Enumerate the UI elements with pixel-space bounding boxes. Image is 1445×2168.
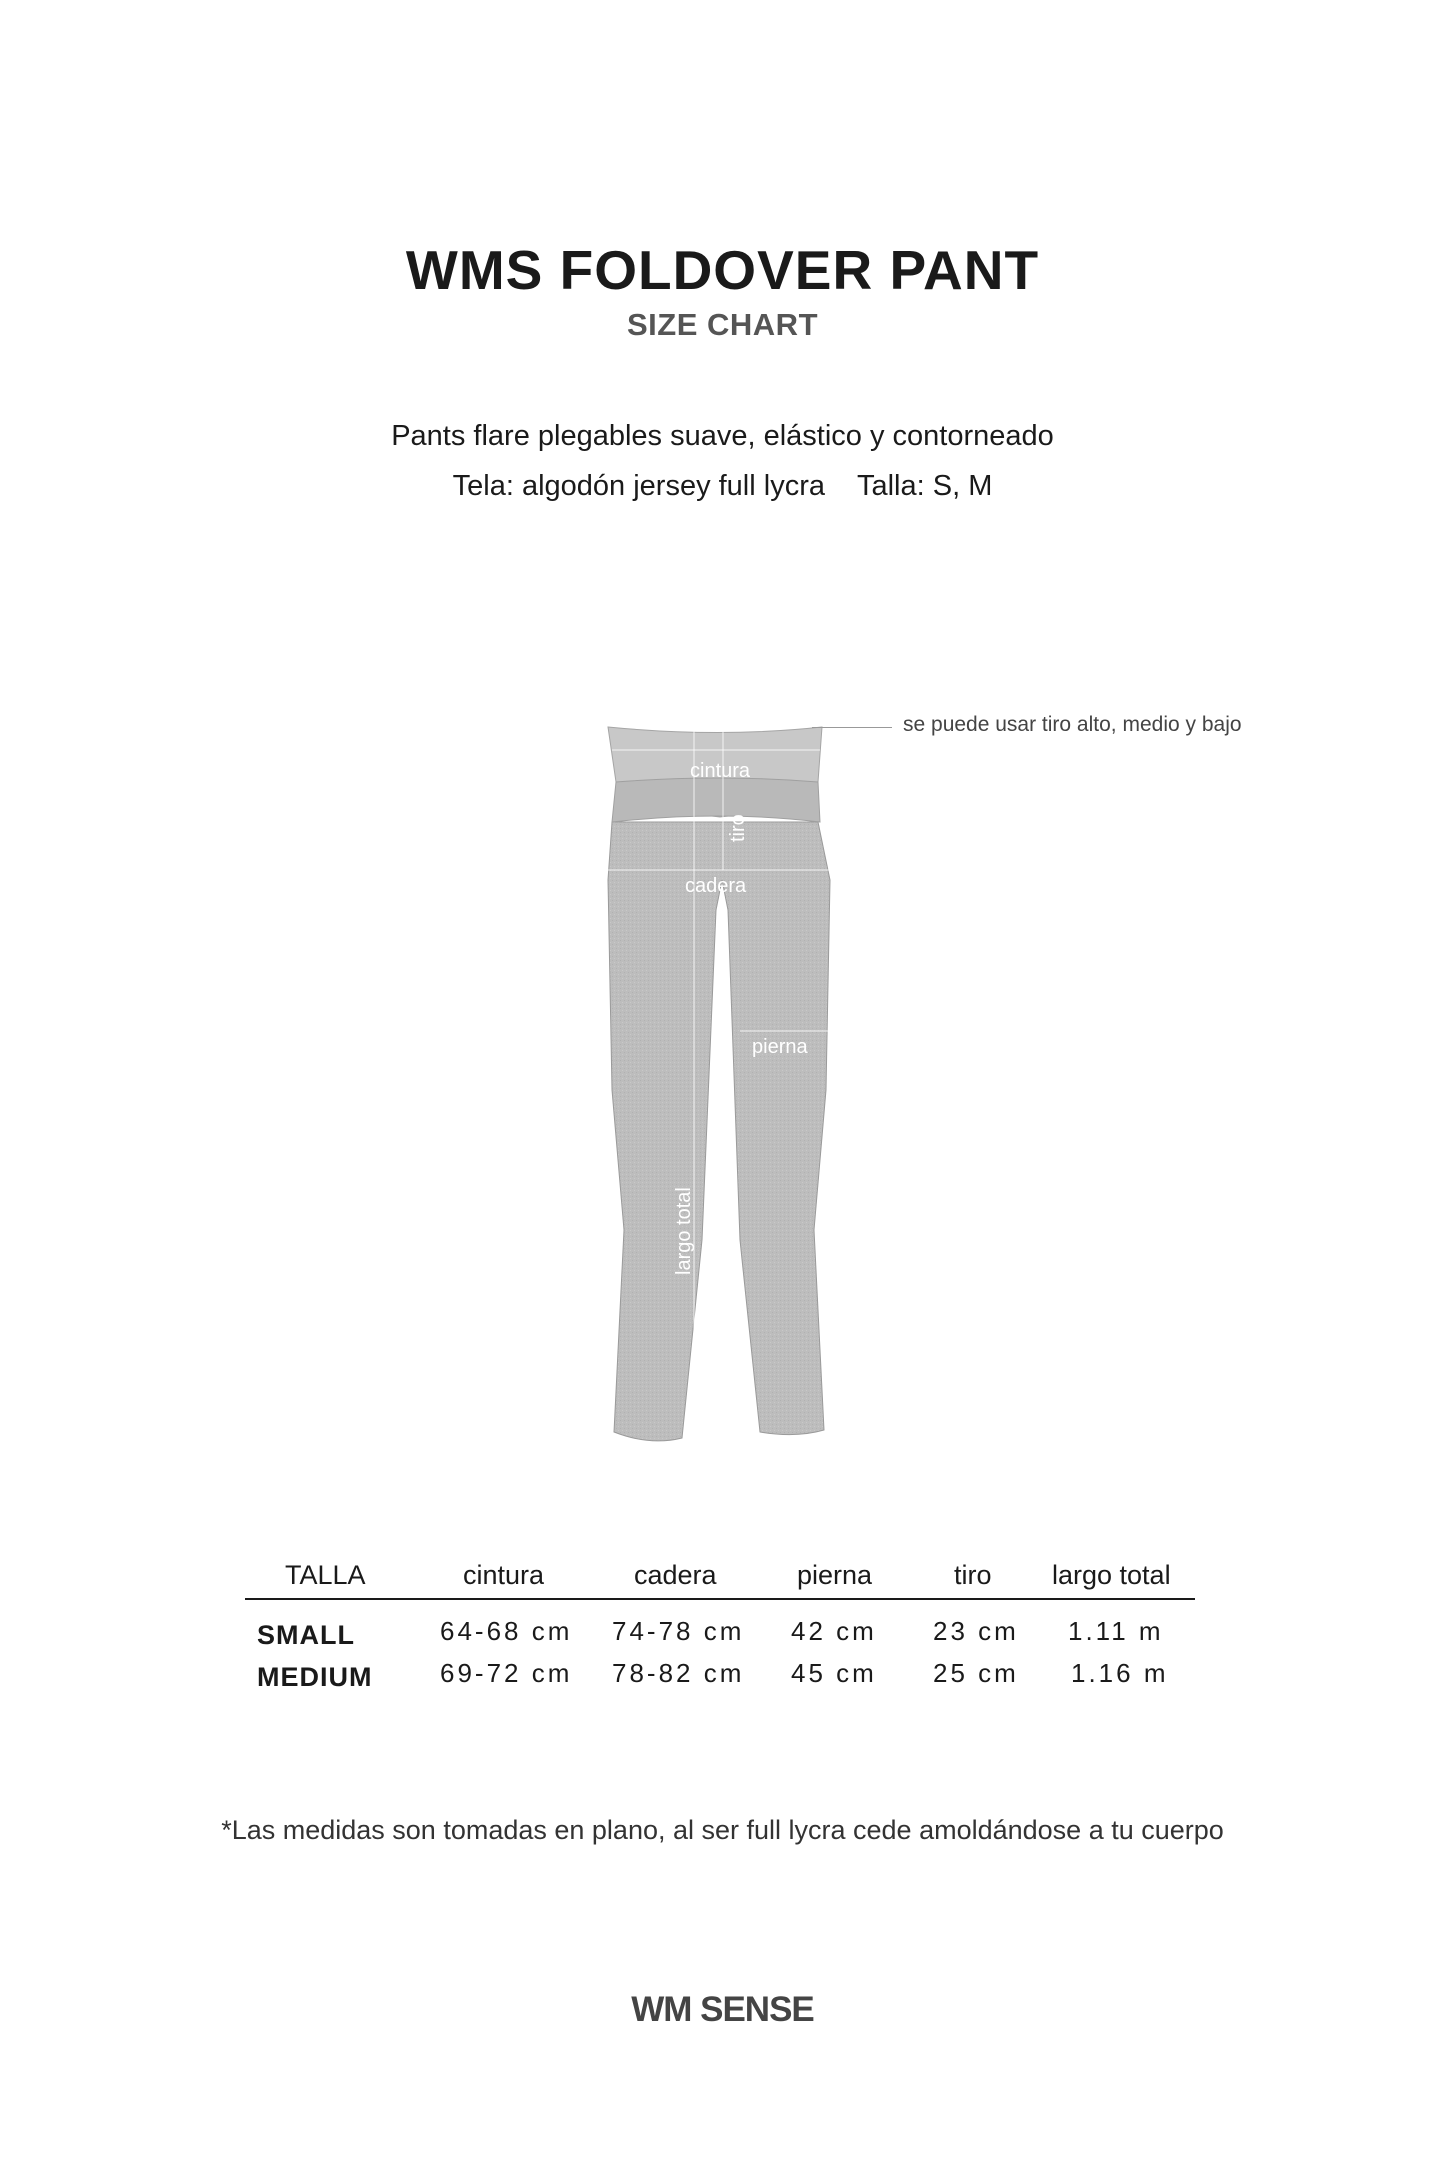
medium-cadera: 78-82 cm bbox=[612, 1658, 745, 1688]
header-pierna: pierna bbox=[797, 1560, 873, 1590]
product-description: Pants flare plegables suave, elástico y contorneado bbox=[391, 420, 1054, 452]
size-info: Talla: S, M bbox=[856, 470, 993, 502]
header-cintura: cintura bbox=[463, 1560, 545, 1590]
cadera-label: cadera bbox=[685, 875, 747, 897]
medium-largo-total: 1.16 m bbox=[1071, 1658, 1169, 1688]
largo-total-label: largo total bbox=[673, 1187, 695, 1275]
pant-diagram bbox=[590, 710, 870, 1450]
header-talla: TALLA bbox=[285, 1560, 366, 1590]
medium-tiro: 25 cm bbox=[933, 1658, 1019, 1688]
cintura-label: cintura bbox=[690, 760, 751, 782]
size-small: SMALL bbox=[257, 1620, 355, 1650]
page-subtitle: SIZE CHART bbox=[627, 307, 818, 342]
pierna-label: pierna bbox=[752, 1036, 808, 1058]
table-header-divider bbox=[245, 1598, 1195, 1600]
pant-body-shape bbox=[608, 822, 830, 1441]
rise-note: se puede usar tiro alto, medio y bajo bbox=[903, 713, 1242, 736]
small-tiro: 23 cm bbox=[933, 1616, 1019, 1646]
pant-illustration bbox=[590, 710, 870, 1450]
header-largo-total: largo total bbox=[1052, 1560, 1171, 1590]
note-pointer-line bbox=[812, 727, 892, 728]
tiro-label: tiro bbox=[727, 814, 749, 842]
page-title: WMS FOLDOVER PANT bbox=[405, 239, 1040, 301]
header-tiro: tiro bbox=[954, 1560, 992, 1590]
small-largo-total: 1.11 m bbox=[1068, 1616, 1164, 1646]
product-details bbox=[0, 470, 1445, 503]
waistband-fold bbox=[612, 778, 820, 822]
brand-logo: WM SENSE bbox=[631, 1990, 814, 2029]
size-medium: MEDIUM bbox=[257, 1662, 373, 1692]
header-cadera: cadera bbox=[634, 1560, 717, 1590]
fabric-info: Tela: algodón jersey full lycra bbox=[452, 470, 825, 502]
measurement-footnote: *Las medidas son tomadas en plano, al ser full lycra cede amoldándose a tu cuerpo bbox=[221, 1815, 1224, 1845]
medium-cintura: 69-72 cm bbox=[440, 1658, 573, 1688]
medium-pierna: 45 cm bbox=[791, 1658, 877, 1688]
small-cadera: 74-78 cm bbox=[612, 1616, 745, 1646]
small-cintura: 64-68 cm bbox=[440, 1616, 573, 1646]
small-pierna: 42 cm bbox=[791, 1616, 877, 1646]
